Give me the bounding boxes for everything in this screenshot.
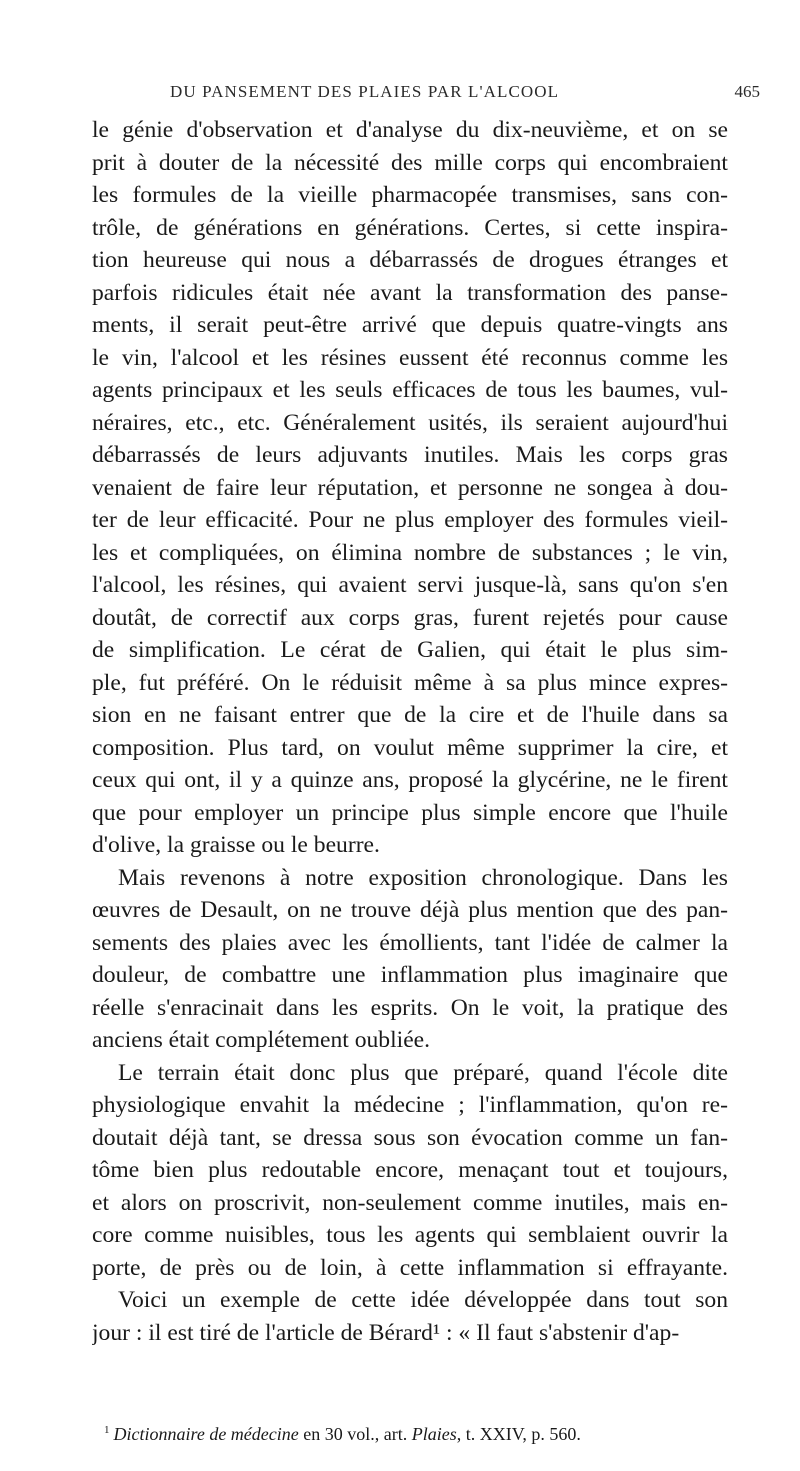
text-line: parfois ridicules était née avant la transformation des panse-	[92, 279, 728, 306]
text-line: trôle, de générations en générations. Certes, si cette inspira-	[92, 214, 728, 241]
text-line: que pour employer un principe plus simple encore que l'huile	[92, 799, 728, 826]
text-line: jour : il est tiré de l'article de Bérard¹ : « Il faut s'abstenir d'ap-	[92, 1319, 680, 1346]
footnote	[104, 1418, 724, 1446]
text-line: Le terrain était donc plus que préparé, quand l'école dite	[118, 1059, 728, 1086]
text-line: ter de leur efficacité. Pour ne plus employer des formules vieil-	[92, 507, 728, 533]
text-line: ple, fut préféré. On le réduisit même à sa plus mince expres-	[92, 669, 728, 696]
page-number: 465	[734, 82, 760, 101]
text-line: les et compliquées, on élimina nombre de substances ; le vin,	[92, 539, 728, 566]
footnote-marker: 1	[104, 1424, 110, 1436]
text-line: doutât, de correctif aux corps gras, furent rejetés pour cause	[92, 604, 728, 631]
text-line: œuvres de Desault, on ne trouve déjà plus mention que des pan-	[92, 897, 728, 923]
footnote-text: en 30 vol., art.	[298, 1424, 412, 1444]
text-line: et alors on proscrivit, non-seulement comme inutiles, mais en-	[92, 1189, 728, 1216]
text-line: ceux qui ont, il y a quinze ans, proposé la glycérine, ne le firent	[92, 767, 728, 793]
text-line: ments, il serait peut-être arrivé que depuis quatre-vingts ans	[92, 312, 728, 338]
text-line: les formules de la vieille pharmacopée transmises, sans con-	[92, 182, 728, 208]
text-line: le vin, l'alcool et les résines eussent été reconnus comme les	[92, 344, 728, 371]
body-text	[92, 114, 728, 1349]
text-line: sion en ne faisant entrer que de la cire et de l'huile dans sa	[92, 702, 728, 728]
text-line: tion heureuse qui nous a débarrassés de drogues étranges et	[92, 247, 728, 273]
text-line: Voici un exemple de cette idée développée dans tout son	[118, 1287, 728, 1313]
text-line: anciens était complétement oubliée.	[92, 1027, 431, 1053]
text-line: core comme nuisibles, tous les agents qui semblaient ouvrir la	[92, 1222, 728, 1248]
text-line: prit à douter de la nécessité des mille corps qui encombraient	[92, 149, 728, 176]
footnote-ref: , t. XXIV, p. 560.	[456, 1424, 581, 1444]
page-header	[130, 82, 760, 110]
text-line: porte, de près ou de loin, à cette inflammation si effrayante.	[92, 1254, 728, 1281]
running-title: DU PANSEMENT DES PLAIES PAR L'ALCOOL	[170, 82, 560, 101]
footnote-title: Dictionnaire de médecine	[113, 1424, 299, 1444]
text-line: Mais revenons à notre exposition chronologique. Dans les	[118, 864, 728, 891]
text-line: physiologique envahit la médecine ; l'inflammation, qu'on re-	[92, 1092, 728, 1118]
text-line: tôme bien plus redoutable encore, menaçant tout et toujours,	[92, 1157, 728, 1183]
text-line: agents principaux et les seuls efficaces de tous les baumes, vul-	[92, 377, 728, 403]
text-line: réelle s'enracinait dans les esprits. On le voit, la pratique des	[92, 994, 728, 1021]
text-line: de simplification. Le cérat de Galien, qui était le plus sim-	[92, 637, 728, 663]
text-line: doutait déjà tant, se dressa sous son évocation comme un fan-	[92, 1124, 728, 1151]
text-line: douleur, de combattre une inflammation plus imaginaire que	[92, 962, 728, 988]
text-line: composition. Plus tard, on voulut même supprimer la cire, et	[92, 734, 728, 761]
text-line: le génie d'observation et d'analyse du dix-neuvième, et on se	[92, 117, 728, 143]
text-line: l'alcool, les résines, qui avaient servi jusque-là, sans qu'on s'en	[92, 572, 728, 598]
text-line: venaient de faire leur réputation, et personne ne songea à dou-	[92, 474, 728, 501]
text-line: néraires, etc., etc. Généralement usités, ils seraient aujourd'hui	[92, 409, 728, 436]
text-line: débarrassés de leurs adjuvants inutiles. Mais les corps gras	[92, 442, 728, 468]
text-line: sements des plaies avec les émollients, tant l'idée de calmer la	[92, 929, 728, 956]
text-line: d'olive, la graisse ou le beurre.	[92, 832, 380, 858]
footnote-article: Plaies	[411, 1424, 457, 1444]
